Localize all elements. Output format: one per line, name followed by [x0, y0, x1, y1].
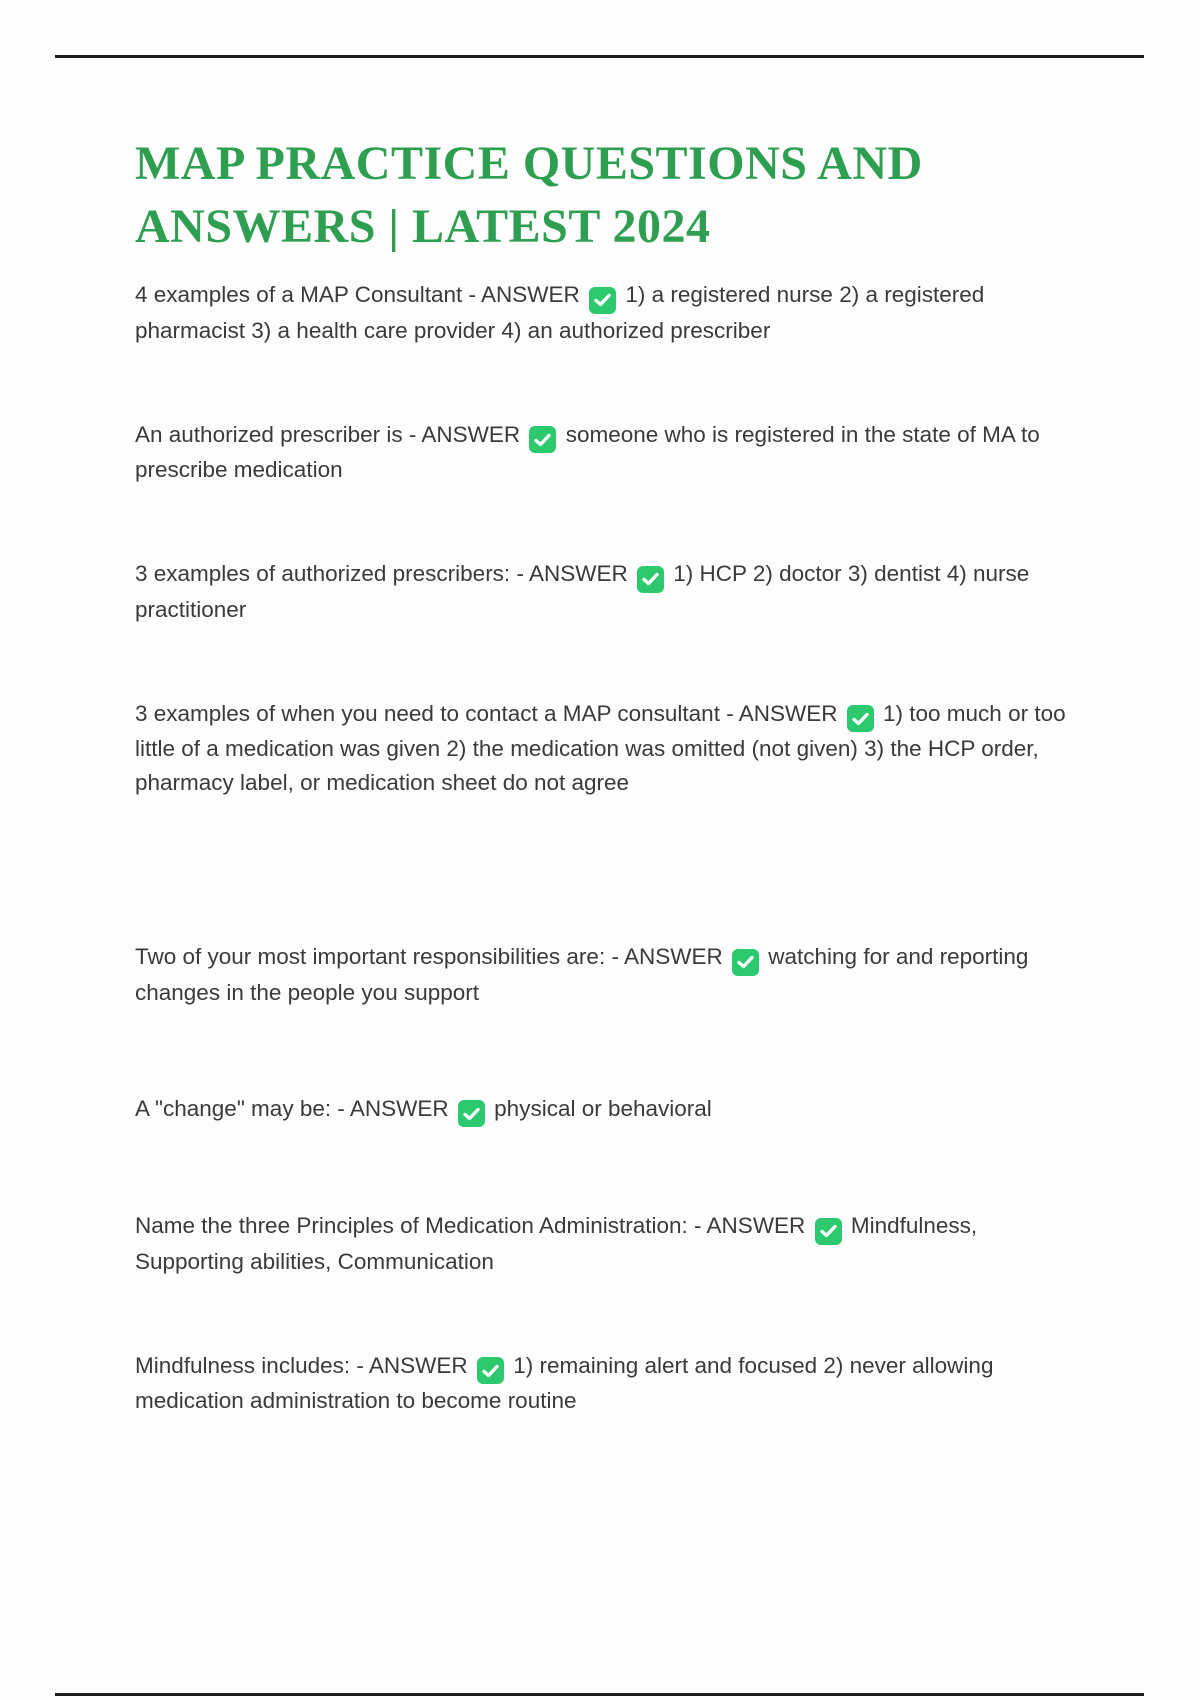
question-text: 3 examples of authorized prescribers:	[135, 561, 511, 586]
qa-item-7	[135, 1209, 1077, 1279]
document-content	[135, 132, 1077, 1488]
question-text: Name the three Principles of Medication Administration:	[135, 1213, 688, 1238]
bottom-horizontal-rule	[55, 1693, 1144, 1696]
answer-text: someone who is registered in the state of MA to prescribe medication	[135, 421, 1040, 482]
question-text: 3 examples of when you need to contact a MAP consultant	[135, 700, 720, 726]
check-icon	[589, 287, 616, 314]
check-icon	[732, 949, 759, 976]
question-text: Mindfulness includes:	[135, 1352, 351, 1378]
answer-label: - ANSWER	[408, 421, 521, 447]
check-icon	[847, 705, 874, 732]
qa-item-3	[135, 557, 1077, 627]
page-title-line-1: MAP PRACTICE QUESTIONS AND	[135, 137, 923, 190]
question-text: A "change" may be:	[135, 1095, 332, 1121]
answer-text: Mindfulness, Supporting abilities, Communication	[135, 1213, 978, 1274]
answer-text: watching for and reporting changes in the people you support	[135, 944, 1029, 1005]
answer-text: 1) HCP 2) doctor 3) dentist 4) nurse practitioner	[135, 561, 1030, 622]
answer-text: 1) too much or too little of a medication was given 2) the medication was omitted (not given) 3) the HCP order, pharmacy label, or medication sheet do not agree	[135, 700, 1066, 795]
question-text: An authorized prescriber is	[135, 421, 403, 447]
answer-label: - ANSWER	[337, 1095, 449, 1121]
qa-item-5	[135, 940, 1077, 1010]
check-icon	[815, 1218, 842, 1245]
qa-item-2	[135, 418, 1077, 488]
qa-item-4	[135, 697, 1077, 801]
answer-label: - ANSWER	[694, 1213, 806, 1238]
question-text: 4 examples of a MAP Consultant	[135, 282, 463, 307]
answer-label: - ANSWER	[356, 1352, 468, 1378]
page-title-line-2: ANSWERS | LATEST 2024	[135, 200, 711, 253]
check-icon	[529, 426, 556, 453]
answer-label: - ANSWER	[611, 944, 723, 969]
answer-label: - ANSWER	[516, 561, 628, 586]
answer-text: physical or behavioral	[494, 1095, 712, 1121]
check-icon	[637, 566, 664, 593]
qa-item-8	[135, 1349, 1077, 1419]
check-icon	[477, 1357, 504, 1384]
answer-label: - ANSWER	[726, 700, 838, 726]
qa-item-1	[135, 278, 1077, 348]
check-icon	[458, 1100, 485, 1127]
answer-label: - ANSWER	[468, 282, 580, 307]
answer-text: 1) a registered nurse 2) a registered pharmacist 3) a health care provider 4) an authorized prescriber	[135, 282, 985, 343]
question-text: Two of your most important responsibilities are:	[135, 944, 606, 969]
answer-text: 1) remaining alert and focused 2) never allowing medication administration to become routine	[135, 1352, 994, 1413]
top-horizontal-rule	[55, 55, 1144, 58]
page-title	[135, 132, 1077, 258]
qa-item-6	[135, 1092, 1077, 1128]
